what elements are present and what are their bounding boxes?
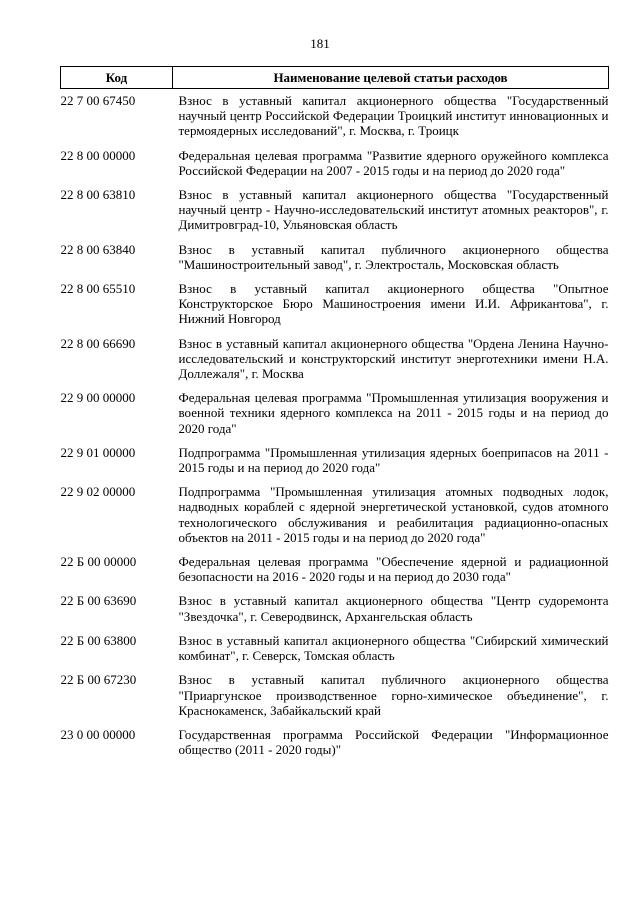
row-name: Федеральная целевая программа "Промышленная утилизация вооружения и военной техники ядерного комплекса на 2011 - 2015 годы и на период до 2020 года" — [178, 390, 609, 436]
header-code: Код — [61, 67, 173, 89]
row-name: Взнос в уставный капитал акционерного общества "Центр судоремонта "Звездочка", г. Северодвинск, Архангельская область — [178, 593, 609, 624]
row-code: 22 Б 00 67230 — [60, 672, 137, 688]
budget-table — [60, 66, 609, 766]
row-code: 22 Б 00 00000 — [60, 554, 137, 570]
row-code: 22 9 00 00000 — [60, 390, 136, 406]
row-name: Взнос в уставный капитал акционерного общества "Ордена Ленина Научно-исследовательский и конструкторский институт энерготехники имени Н.А. Доллежаля", г. Москва — [178, 335, 609, 382]
row-name: Взнос в уставный капитал акционерного общества "Государственный научный центр Российской Федерации Троицкий институт инновационных и термоядерных исследований", г. Москва, г. Троицк — [178, 93, 609, 139]
table-row — [61, 187, 609, 242]
row-code: 22 9 02 00000 — [60, 484, 136, 500]
row-code: 22 8 00 63810 — [60, 187, 136, 203]
table-row — [61, 727, 609, 766]
table-row — [61, 336, 609, 391]
row-name: Государственная программа Российской Федерации "Информационное общество (2011 - 2020 годы)" — [178, 726, 609, 758]
row-code: 22 9 01 00000 — [60, 444, 136, 460]
table-row — [61, 672, 609, 727]
row-code: 22 7 00 67450 — [60, 93, 136, 108]
row-code: 22 8 00 00000 — [60, 147, 136, 163]
row-name: Подпрограмма "Промышленная утилизация ядерных боеприпасов на 2011 - 2015 годы и на период до 2020 года" — [178, 444, 609, 476]
row-name: Взнос в уставный капитал публичного акционерного общества "Приаргунское производственное горно-химическое объединение", г. Краснокаменск, Забайкальский край — [178, 672, 609, 718]
row-name: Взнос в уставный капитал публичного акционерного общества "Машиностроительный завод", г. Электросталь, Московская область — [178, 241, 609, 272]
table-row — [61, 484, 609, 554]
row-name: Взнос в уставный капитал акционерного общества "Государственный научный центр - Научно-исследовательский институт атомных реакторов", г. Димитровград-10, Ульяновская область — [178, 187, 609, 233]
row-code: 22 Б 00 63690 — [60, 593, 137, 609]
row-name: Подпрограмма "Промышленная утилизация атомных подводных лодок, надводных кораблей с ядерной энергетической установкой, судов атомного технологического обслуживания и реабилитация радиационно-опасных объектов на 2011 - 2015 годы и на период до 2020 года" — [178, 484, 609, 545]
page-number: 181 — [310, 36, 330, 51]
table-row — [61, 242, 609, 281]
table-header — [61, 67, 609, 89]
row-name: Взнос в уставный капитал акционерного общества "Сибирский химический комбинат", г. Северск, Томская область — [178, 632, 609, 664]
row-code: 22 Б 00 63800 — [60, 632, 137, 648]
table-row — [61, 554, 609, 593]
table-row — [61, 633, 609, 672]
table-row — [61, 445, 609, 484]
row-name: Федеральная целевая программа "Обеспечение ядерной и радиационной безопасности на 2016 - 2020 годы и на период до 2030 года" — [178, 554, 609, 585]
table-row — [61, 148, 609, 187]
row-name: Взнос в уставный капитал акционерного общества "Опытное Конструкторское Бюро Машиностроения имени И.И. Африкантова", г. Нижний Новгород — [178, 281, 609, 327]
table-row — [61, 390, 609, 445]
table-row — [61, 281, 609, 336]
row-code: 23 0 00 00000 — [60, 726, 136, 742]
header-row — [61, 67, 609, 89]
table-body — [61, 89, 609, 767]
header-name: Наименование целевой статьи расходов — [173, 67, 609, 89]
row-code: 22 8 00 66690 — [60, 335, 136, 351]
row-name: Федеральная целевая программа "Развитие ядерного оружейного комплекса Российской Федерации на 2007 - 2015 годы и на период до 2020 года" — [178, 147, 609, 178]
row-code: 22 8 00 65510 — [60, 281, 136, 297]
table-row — [61, 89, 609, 148]
row-code: 22 8 00 63840 — [60, 241, 136, 257]
table-row — [61, 593, 609, 632]
